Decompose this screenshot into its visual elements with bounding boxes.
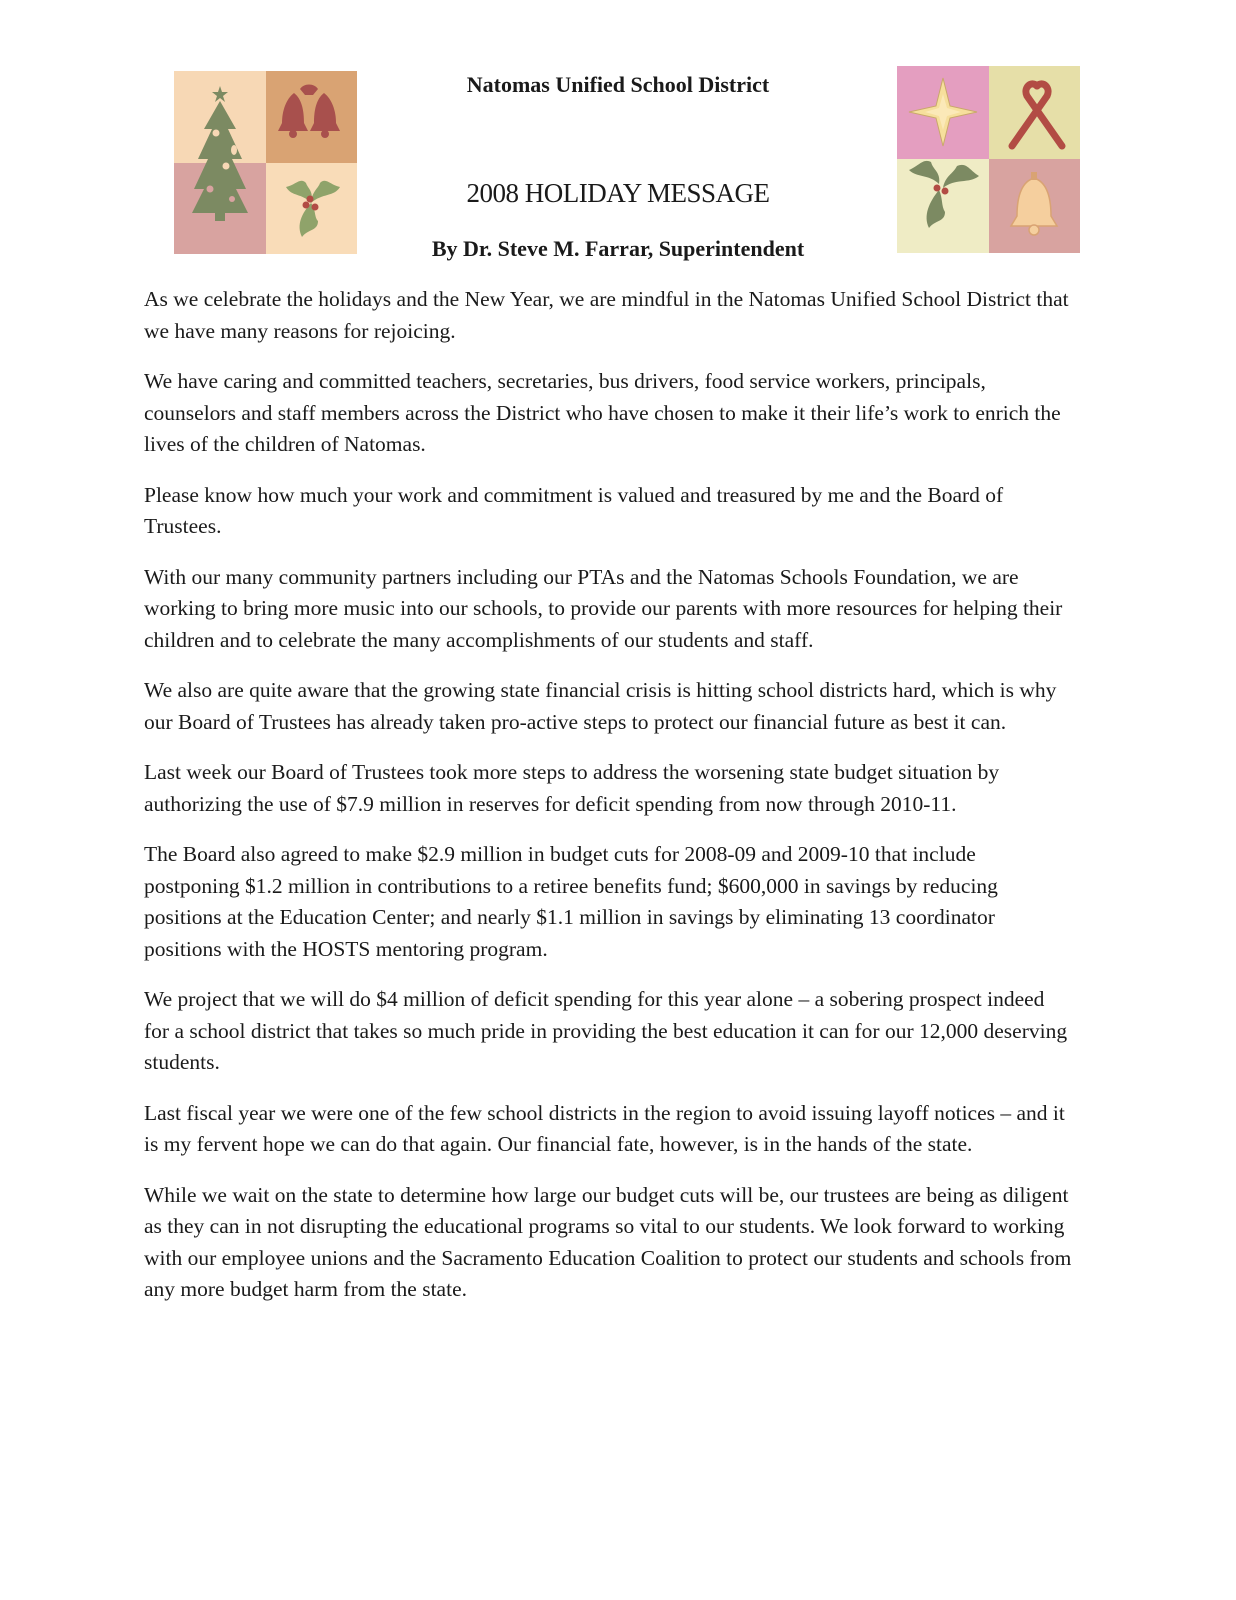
paragraph: We also are quite aware that the growing state financial crisis is hitting school districts hard, which is why our Board of Trustees has already taken pro-active steps to protect our financial future as best it can. [144, 678, 1057, 734]
page-title: 2008 HOLIDAY MESSAGE [466, 178, 770, 208]
paragraph: Last week our Board of Trustees took more steps to address the worsening state budget situation by authorizing the use of $7.9 million in reserves for deficit spending from now through 2010-11. [144, 760, 1000, 816]
paragraph: We project that we will do $4 million of deficit spending for this year alone – a sobering prospect indeed for a school district that takes so much pride in providing the best education it can for our 12,000 deserving students. [144, 987, 1068, 1074]
paragraph: With our many community partners including our PTAs and the Natomas Schools Foundation, we are working to bring more music into our schools, to provide our parents with more resources for helping their children and to celebrate the many accomplishments of our students and staff. [144, 564, 1063, 652]
paragraph: While we wait on the state to determine how large our budget cuts will be, our trustees are being as diligent as they can in not disrupting the educational programs so vital to our students. We look forward to working with our employee unions and the Sacramento Education Coalition to protect our students and schools from any more budget harm from the state. [144, 1182, 1072, 1301]
holiday-emblem-left [174, 71, 357, 254]
paragraph: We have caring and committed teachers, secretaries, bus drivers, food service workers, principals, counselors and staff members across the District who have chosen to make it their life’s work to enrich the lives of the children of Natomas. [144, 369, 1061, 456]
paragraph: Last fiscal year we were one of the few school districts in the region to avoid issuing layoff notices – and it is my fervent hope we can do that again. Our financial fate, however, is in the hands of the state. [144, 1100, 1065, 1156]
district-name: Natomas Unified School District [466, 72, 770, 97]
byline: By Dr. Steve M. Farrar, Superintendent [431, 236, 805, 261]
paragraph: As we celebrate the holidays and the New Year, we are mindful in the Natomas Unified School District that we have many reasons for rejoicing. [144, 287, 1069, 343]
paragraph: Please know how much your work and commitment is valued and treasured by me and the Board of Trustees. [144, 482, 1004, 538]
message-body [144, 284, 1074, 1325]
paragraph: The Board also agreed to make $2.9 million in budget cuts for 2008-09 and 2009-10 that include postponing $1.2 million in contributions to a retiree benefits fund; $600,000 in savings by reducing positions at the Education Center; and nearly $1.1 million in savings by eliminating 13 coordinator positions with the HOSTS mentoring program. [144, 842, 998, 961]
